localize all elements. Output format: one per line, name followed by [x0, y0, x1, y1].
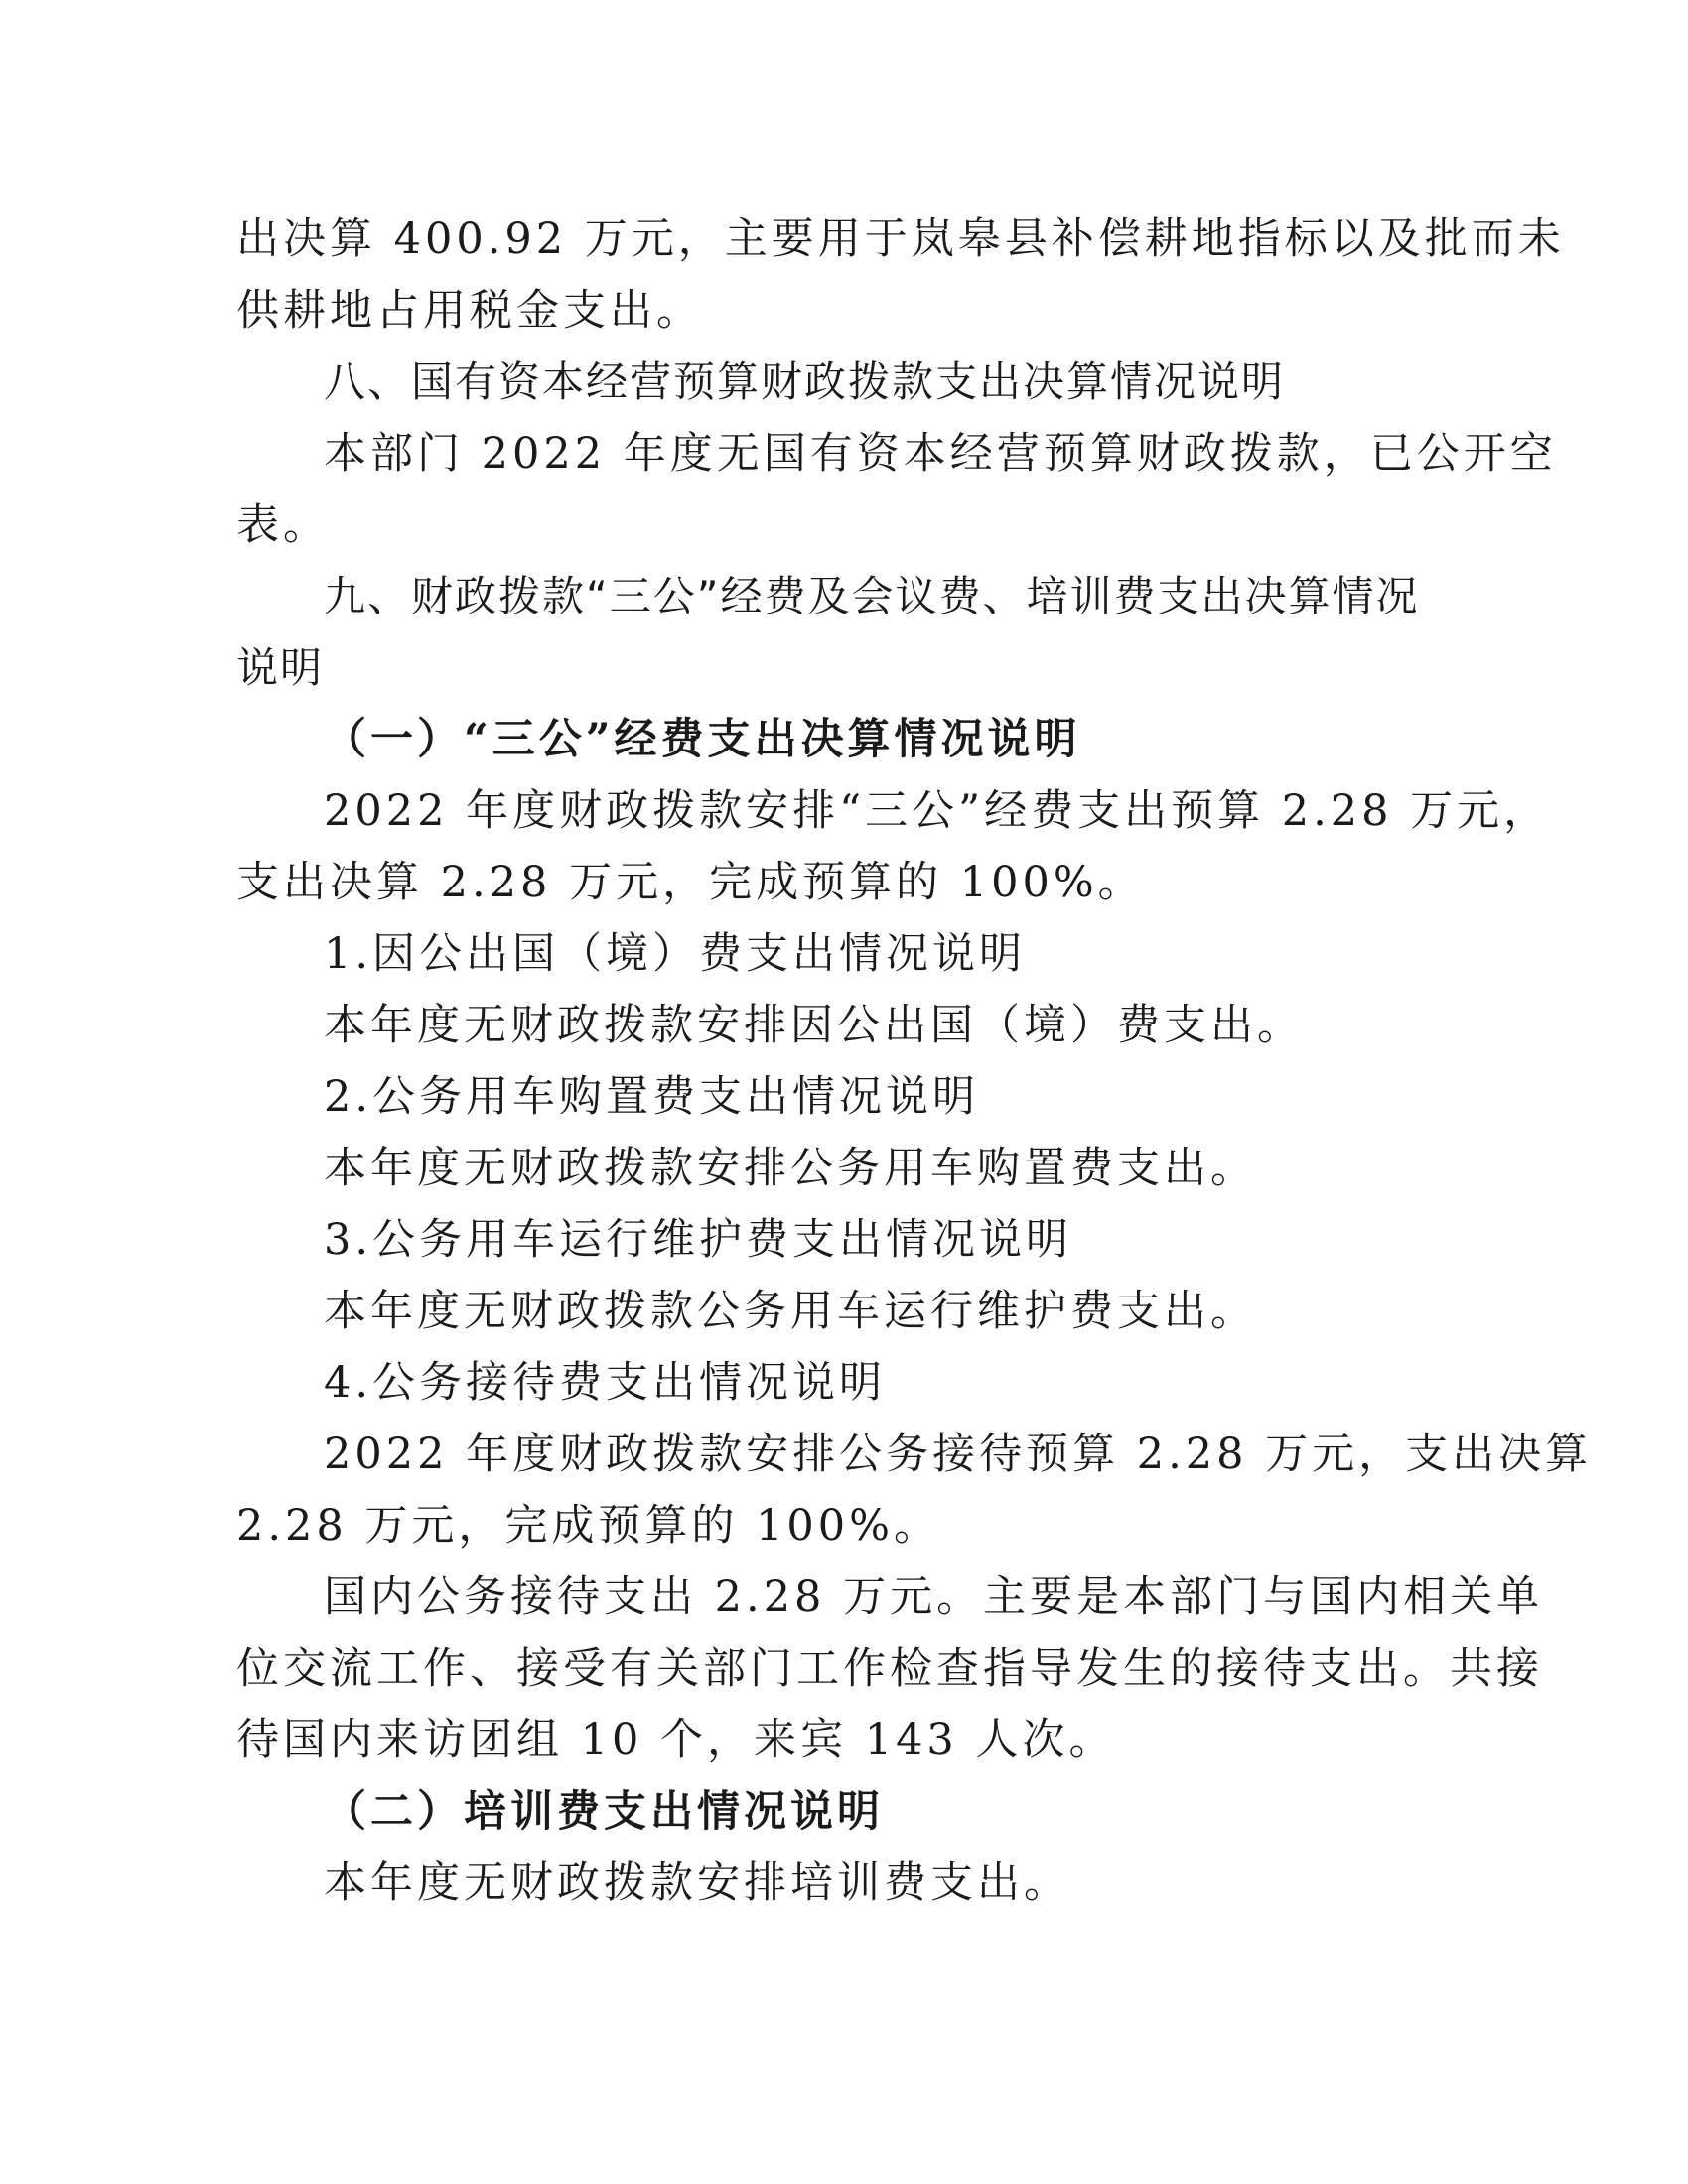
section-heading-9: 九、财政拨款“三公”经费及会议费、培训费支出决算情况: [324, 572, 1420, 620]
paragraph-line: 本年度无财政拨款安排因公出国（境）费支出。: [324, 1001, 1304, 1050]
paragraph-line: 供耕地占用税金支出。: [236, 286, 703, 336]
item-heading-4: 4.公务接待费支出情况说明: [324, 1358, 887, 1408]
paragraph-line: 2.28 万元，完成预算的 100%。: [236, 1501, 941, 1551]
paragraph-line: 位交流工作、接受有关部门工作检查指导发生的接待支出。共接: [236, 1644, 1543, 1694]
section-heading-9-cont: 说明: [236, 643, 325, 692]
paragraph-line: 出决算 400.92 万元，主要用于岚皋县补偿耕地指标以及批而未: [236, 214, 1565, 264]
subsection-heading-1: （一）“三公”经费支出决算情况说明: [324, 715, 1081, 764]
item-heading-3: 3.公务用车运行维护费支出情况说明: [324, 1215, 1073, 1265]
item-heading-1: 1.因公出国（境）费支出情况说明: [324, 929, 1027, 979]
paragraph-line: 2022 年度财政拨款安排公务接待预算 2.28 万元，支出决算: [324, 1430, 1593, 1479]
paragraph-line: 本年度无财政拨款安排培训费支出。: [324, 1858, 1070, 1908]
section-heading-8: 八、国有资本经营预算财政拨款支出决算情况说明: [324, 357, 1286, 406]
item-heading-2: 2.公务用车购置费支出情况说明: [324, 1072, 980, 1122]
paragraph-line: 本部门 2022 年度无国有资本经营预算财政拨款，已公开空: [324, 429, 1557, 478]
paragraph-line: 本年度无财政拨款公务用车运行维护费支出。: [324, 1287, 1257, 1336]
paragraph-line: 支出决算 2.28 万元，完成预算的 100%。: [236, 858, 1145, 907]
paragraph-line: 国内公务接待支出 2.28 万元。主要是本部门与国内相关单: [324, 1572, 1544, 1622]
paragraph-line: 表。: [236, 500, 330, 550]
paragraph-line: 本年度无财政拨款安排公务用车购置费支出。: [324, 1144, 1257, 1193]
paragraph-line: 2022 年度财政拨款安排“三公”经费支出预算 2.28 万元，: [324, 786, 1551, 836]
paragraph-line: 待国内来访团组 10 个，来宾 143 人次。: [236, 1715, 1116, 1765]
subsection-heading-2: （二）培训费支出情况说明: [324, 1787, 884, 1837]
